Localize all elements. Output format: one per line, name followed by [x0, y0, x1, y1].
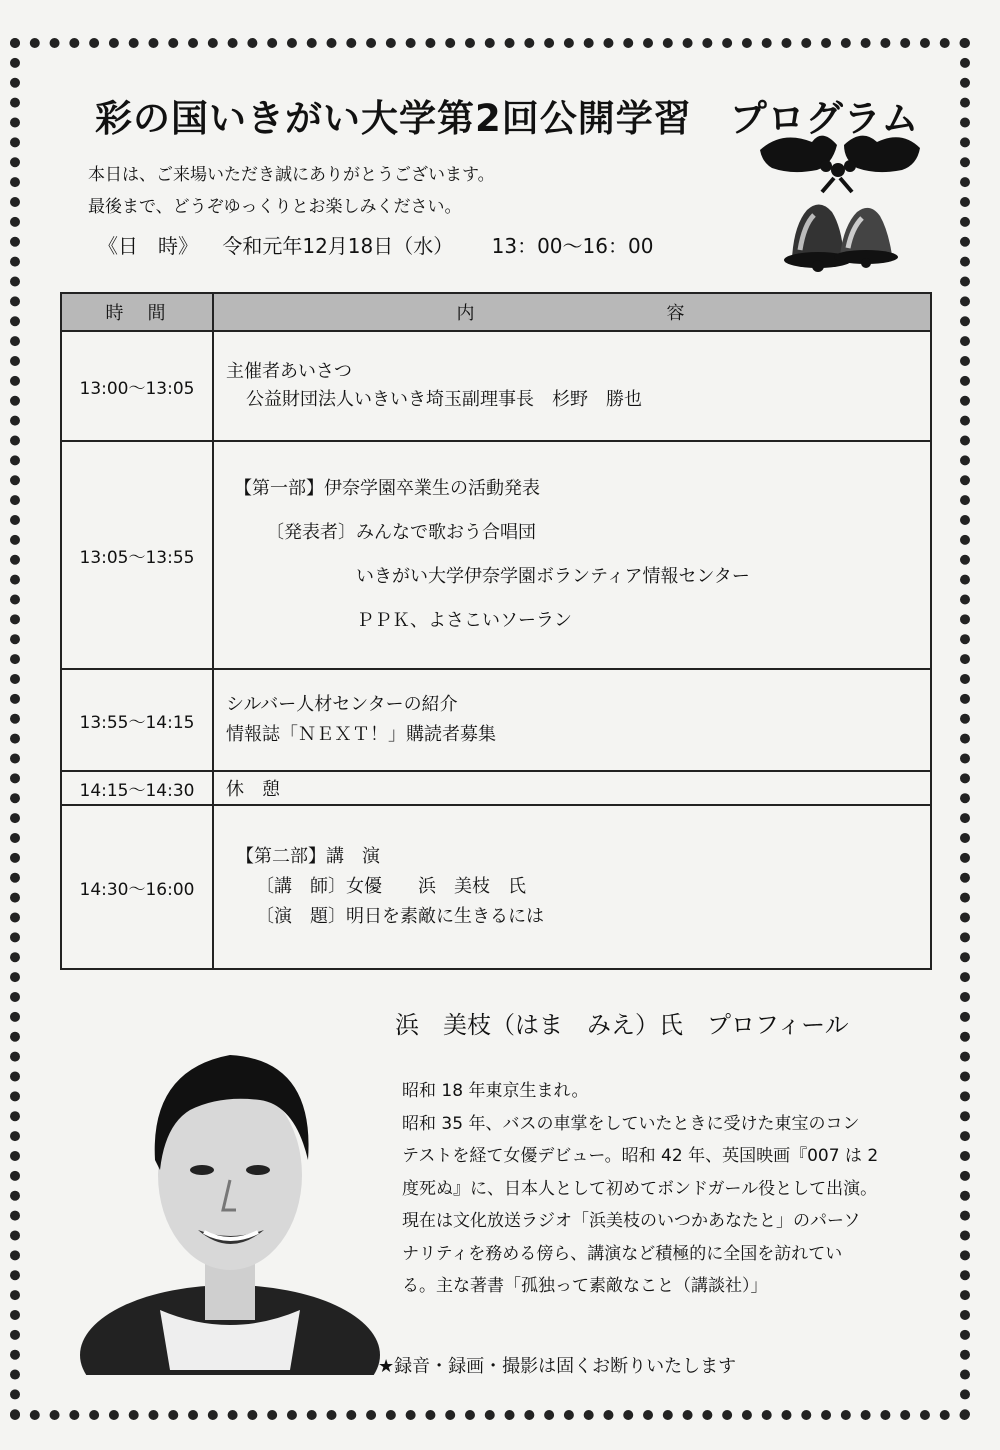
- recording-notice: ★録音・録画・撮影は固くお断りいたします: [378, 1356, 737, 1377]
- table-row: [61, 331, 931, 441]
- greeting-line-2: 最後まで、どうぞゆっくりとお楽しみください。: [88, 197, 462, 217]
- row-time: 14:15～14:30: [61, 771, 213, 805]
- bio-line: 昭和 35 年、バスの車掌をしていたときに受けた東宝のコン: [402, 1113, 860, 1134]
- header-time: 時 間: [61, 293, 213, 331]
- profile-bio: [402, 1075, 932, 1303]
- row-content: [213, 771, 931, 805]
- event-date: 令和元年12月18日（水）: [222, 234, 454, 258]
- program-table: [60, 292, 932, 970]
- bio-line: 度死ぬ』に、日本人として初めてボンドガール役として出演。: [402, 1178, 878, 1199]
- greeting-line-1: 本日は、ご来場いただき誠にありがとうございます。: [88, 165, 495, 185]
- bio-line: ナリティを務める傍ら、講演など積極的に全国を訪れてい: [402, 1243, 843, 1264]
- row-time: 13:05～13:55: [61, 441, 213, 669]
- christmas-bells-icon: [752, 130, 927, 275]
- row-content: [213, 669, 931, 771]
- event-time: 13：00～16：00: [491, 234, 654, 258]
- content-line: シルバー人材センターの紹介: [226, 694, 458, 715]
- content-line: いきがい大学伊奈学園ボランティア情報センター: [356, 566, 750, 587]
- datetime-label: 《日 時》: [98, 234, 198, 258]
- bio-line: テストを経て女優デビュー。昭和 42 年、英国映画『007 は 2: [402, 1146, 879, 1166]
- content-line: ＰＰＫ、よさこいソーラン: [356, 610, 572, 631]
- row-content: [213, 805, 931, 969]
- profile-title: 浜 美枝（はま みえ）氏 プロフィール: [395, 1011, 849, 1039]
- row-time: 13:00～13:05: [61, 331, 213, 441]
- row-time: 13:55～14:15: [61, 669, 213, 771]
- content-line: 【第二部】講 演: [236, 846, 380, 867]
- row-time: 14:30～16:00: [61, 805, 213, 969]
- table-header-row: [61, 293, 931, 331]
- bio-line: 現在は文化放送ラジオ「浜美枝のいつかあなたと」のパーソ: [402, 1211, 861, 1231]
- content-line: 〔発表者〕みんなで歌おう合唱団: [266, 522, 536, 543]
- content-line: 主催者あいさつ: [226, 361, 352, 382]
- table-row: [61, 805, 931, 969]
- speaker-portrait: [80, 1010, 380, 1375]
- event-datetime: [98, 230, 671, 259]
- content-line: 〔演 題〕明日を素敵に生きるには: [256, 906, 544, 927]
- row-content: [213, 331, 931, 441]
- row-content: [213, 441, 931, 669]
- content-line: 〔講 師〕女優 浜 美枝 氏: [256, 876, 526, 897]
- bio-line: る。主な著書「孤独って素敵なこと（講談社）」: [402, 1276, 768, 1296]
- header-content: 内 容: [213, 293, 931, 331]
- content-line: 【第一部】伊奈学園卒業生の活動発表: [234, 478, 540, 499]
- content-line: 公益財団法人いきいき埼玉副理事長 杉野 勝也: [246, 389, 642, 410]
- bio-line: 昭和 18 年東京生まれ。: [402, 1081, 589, 1101]
- content-line: 情報誌「ＮＥＸＴ！」購読者募集: [226, 724, 496, 745]
- table-row: [61, 441, 931, 669]
- content-line: 休 憩: [226, 779, 280, 800]
- table-row: [61, 669, 931, 771]
- table-row: [61, 771, 931, 805]
- page-title: 彩の国いきがい大学第2回公開学習 プログラム: [95, 97, 920, 140]
